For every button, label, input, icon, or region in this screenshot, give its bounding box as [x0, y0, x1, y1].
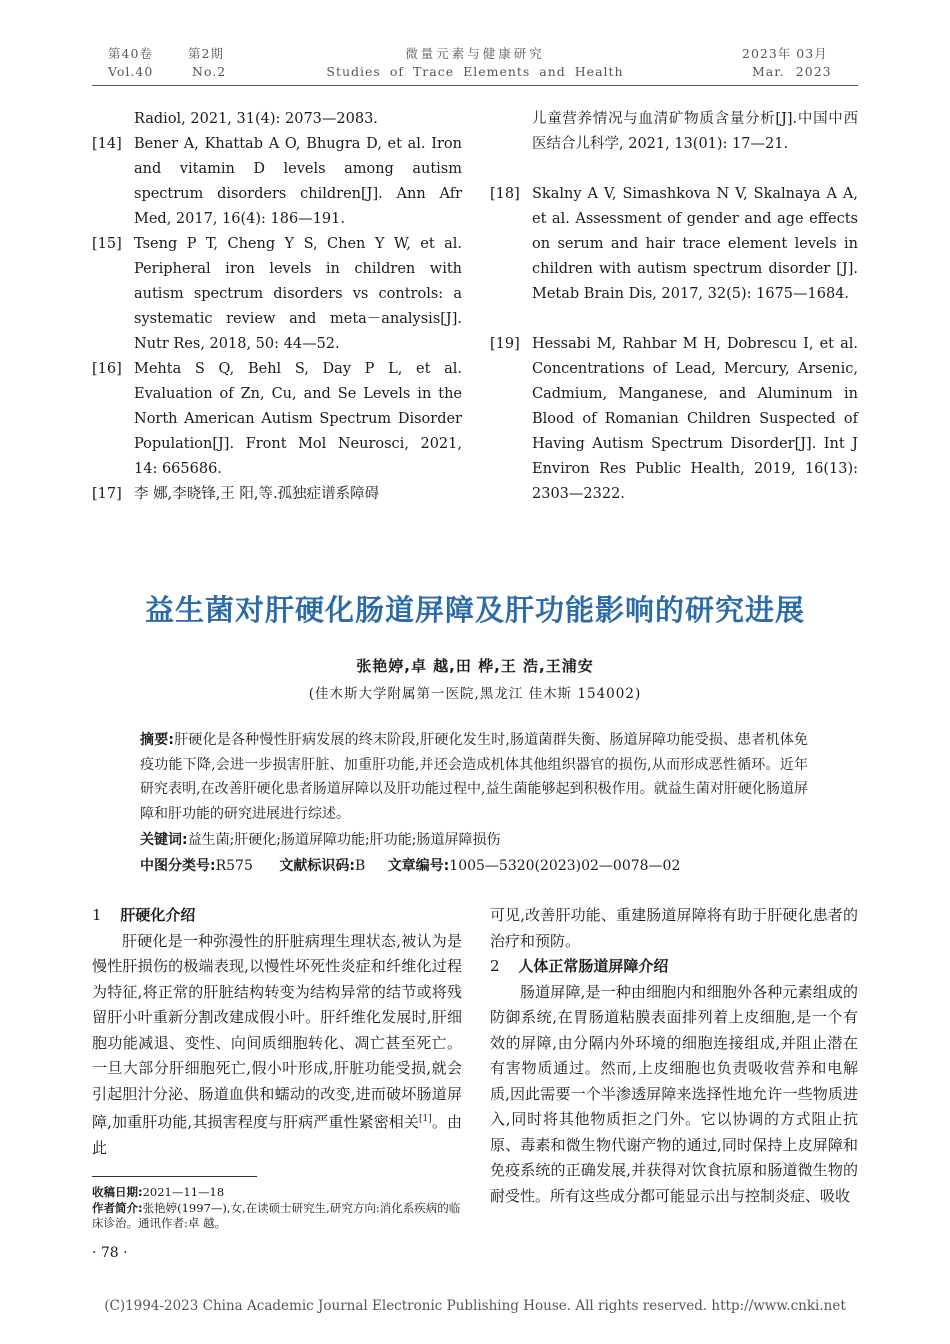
author-bio-text: 张艳婷(1997—),女,在读硕士研究生,研究方向:消化系疾病的临床诊治。通讯作者:卓 越。	[92, 1201, 461, 1230]
paragraph-text: 肝硬化是一种弥漫性的肝脏病理生理状态,被认为是慢性肝损伤的极端表现,以慢性坏死性炎症和纤维化过程为特征,将正常的肝脏结构转变为结构异常的结节或将残留肝小叶重新分割改建成假小叶。肝纤维化发展时,肝细胞功能减退、变性、向间质细胞转化、凋亡甚至死亡。一旦大部分肝细胞死亡,假小叶形成,肝脏功能受损,就会引起胆汁分泌、肠道血供和蠕动的改变,进而破坏肠道屏障,加重肝功能,其损害程度与肝病严重性紧密相关	[92, 931, 462, 1131]
clc-value: R575	[215, 858, 253, 874]
author-bio	[92, 1201, 462, 1231]
header-rule	[92, 85, 858, 86]
copyright-line: (C)1994-2023 China Academic Journal Electronic Publishing House. All rights reserved. http://www.cnki.net	[104, 1298, 846, 1314]
reference-text: 李 娜,李晓锋,王 阳,等.孤独症谱系障碍	[134, 486, 380, 502]
abstract-label: 摘要:	[140, 732, 174, 748]
reference-number: [16]	[92, 361, 122, 377]
section-1-paragraph	[92, 929, 462, 1162]
keywords-label: 关键词:	[140, 832, 188, 848]
citation: [1]	[419, 1114, 432, 1124]
authors: 张艳婷,卓 越,田 桦,王 浩,王浦安	[356, 657, 594, 675]
issue-en: No.2	[192, 64, 227, 79]
doc-code-value: B	[354, 858, 366, 874]
section-2-number: 2	[490, 957, 500, 975]
reference-text: Bener A, Khattab A O, Bhugra D, et al. Iron and vitamin D levels among autism spectrum disorders children[J]. Ann Afr Med, 2017, 16(4): 186—191.	[134, 136, 462, 227]
section-1-heading	[92, 903, 462, 929]
continued-paragraph: 可见,改善肝功能、重建肠道屏障将有助于肝硬化患者的治疗和预防。	[490, 906, 858, 950]
section-2-title: 人体正常肠道屏障介绍	[518, 957, 669, 975]
keywords	[140, 829, 500, 849]
paragraph-tail: 。由此	[92, 1113, 462, 1157]
affiliation: (佳木斯大学附属第一医院,黑龙江 佳木斯 154002)	[308, 686, 642, 702]
reference-number: [18]	[490, 186, 520, 202]
volume-en: Vol.40	[108, 64, 154, 79]
reference-item	[92, 232, 462, 357]
reference-number: [14]	[92, 136, 122, 152]
reference-item	[92, 357, 462, 482]
received-date	[92, 1185, 462, 1200]
reference-text: Tseng P T, Cheng Y S, Chen Y W, et al. Peripheral iron levels in children with autism spectrum disorders vs controls: a systematic review and meta－analysis[J]. Nutr Res, 2018, 50: 44—52.	[134, 236, 462, 352]
reference-item	[92, 107, 462, 132]
section-2-paragraph: 肠道屏障,是一种由细胞内和细胞外各种元素组成的防御系统,在胃肠道粘膜表面排列着上皮细胞,是一个有效的屏障,由分隔内外环境的细胞连接组成,并阻止潜在有害物质通过。然而,上皮细胞也负责吸收营养和电解质,因此需要一个半渗透屏障来选择性地允许一些物质进入,同时将其他物质拒之门外。它以协调的方式阻止抗原、毒素和微生物代谢产物的通过,同时保持上皮屏障和免疫系统的正确发展,并获得对饮食抗原和肠道微生物的耐受性。所有这些成分都可能显示出与控制炎症、吸收	[490, 982, 858, 1205]
footnote-rule	[92, 1176, 257, 1177]
reference-number: [17]	[92, 486, 122, 502]
page-number: · 78 ·	[92, 1245, 128, 1261]
section-2-heading	[490, 954, 858, 980]
received-label: 收稿日期:	[92, 1185, 143, 1199]
reference-text: Hessabi M, Rahbar M H, Dobrescu I, et al. Concentrations of Lead, Mercury, Arsenic, Cadmium, Manganese, and Aluminum in Blood of Romanian Children Suspected of Having Autism Spectrum Disorder[J]. Int J Environ Res Public Health, 2019, 16(13): 2303—2322.	[532, 336, 858, 502]
reference-item	[490, 107, 858, 157]
reference-item	[92, 482, 462, 507]
abstract-text: 肝硬化是各种慢性肝病发展的终末阶段,肝硬化发生时,肠道菌群失衡、肠道屏障功能受损、患者机体免疫功能下降,会进一步损害肝脏、加重肝功能,并还会造成机体其他组织器官的损伤,从而形成恶性循环。近年研究表明,在改善肝硬化患者肠道屏障以及肝功能过程中,益生菌能够起到积极作用。就益生菌对肝硬化肠道屏障和肝功能的研究进展进行综述。	[140, 732, 808, 822]
reference-text: Skalny A V, Simashkova N V, Skalnaya A A, et al. Assessment of gender and age effects on serum and hair trace element levels in children with autism spectrum disorder [J]. Metab Brain Dis, 2017, 32(5): 1675—1684.	[532, 186, 858, 302]
journal-title-en: Studies of Trace Elements and Health	[326, 64, 624, 79]
article-title: 益生菌对肝硬化肠道屏障及肝功能影响的研究进展	[144, 593, 805, 627]
reference-text: 儿童营养情况与血清矿物质含量分析[J].中国中西医结合儿科学, 2021, 13(01): 17—21.	[532, 111, 858, 152]
reference-item	[490, 332, 858, 507]
date-cn: 2023年 03月	[742, 46, 828, 61]
classification	[140, 855, 680, 875]
clc-label: 中图分类号:	[140, 858, 216, 874]
section-1-title: 肝硬化介绍	[120, 906, 196, 924]
article-number-label: 文章编号:	[387, 858, 450, 874]
body-right-column	[490, 903, 858, 1209]
reference-number: [15]	[92, 236, 122, 252]
volume-cn: 第40卷	[108, 46, 153, 61]
reference-item	[490, 182, 858, 307]
reference-text: Radiol, 2021, 31(4): 2073—2083.	[134, 111, 378, 127]
received-value: 2021—11—18	[142, 1185, 225, 1199]
doc-code-label: 文献标识码:	[279, 858, 355, 874]
article-number-value: 1005—5320(2023)02—0078—02	[449, 858, 681, 874]
reference-number: [19]	[490, 336, 520, 352]
author-bio-label: 作者简介:	[92, 1201, 143, 1215]
issue-cn: 第2期	[188, 46, 224, 61]
section-1-number: 1	[92, 906, 102, 924]
body-left-column	[92, 903, 462, 1161]
journal-title-cn: 微量元素与健康研究	[405, 46, 545, 61]
abstract	[140, 728, 808, 826]
reference-text: Mehta S Q, Behl S, Day P L, et al. Evaluation of Zn, Cu, and Se Levels in the North American Autism Spectrum Disorder Population[J]. Front Mol Neurosci, 2021, 14: 665686.	[134, 361, 462, 477]
reference-item	[92, 132, 462, 232]
keywords-text: 益生菌;肝硬化;肠道屏障功能;肝功能;肠道屏障损伤	[187, 832, 501, 848]
date-en: Mar. 2023	[752, 64, 832, 79]
